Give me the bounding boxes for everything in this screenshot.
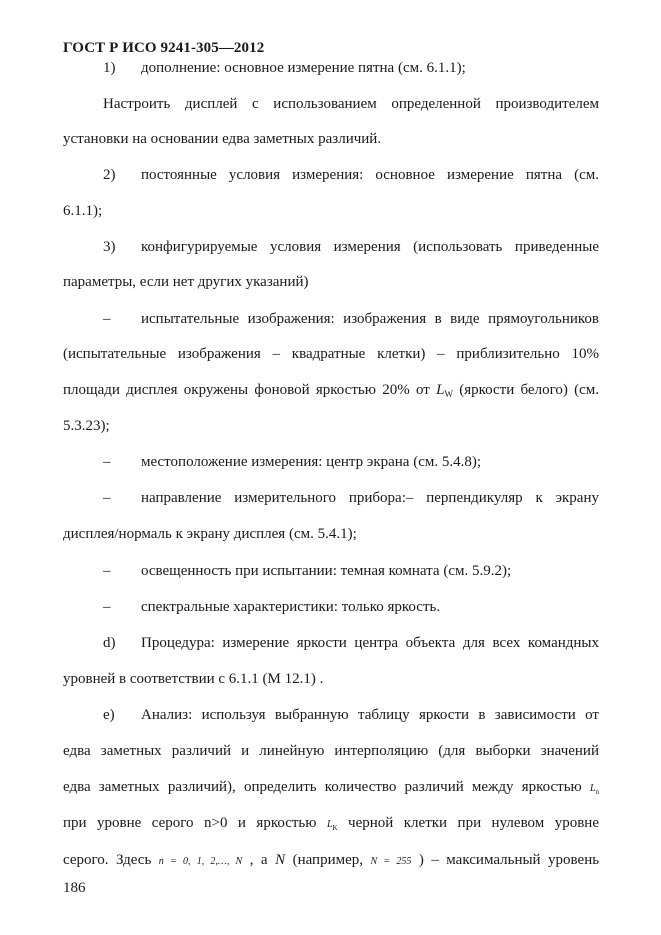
text-fragment: (например, [292, 852, 364, 868]
formula-symbol: L [589, 783, 596, 794]
paragraph-line: параметры, если нет других указаний) [63, 274, 309, 290]
item-text: местоположение измерения: центр экрана (см. 5.4.8); [141, 454, 482, 470]
text-fragment: серого. Здесь [63, 852, 152, 868]
paragraph-line [63, 814, 599, 837]
paragraph-line: 6.1.1); [63, 203, 103, 219]
item-text: освещенность при испытании: темная комната (см. 5.9.2); [141, 563, 512, 579]
item-text: дополнение: основное измерение пятна (см. 6.1.1); [141, 60, 466, 76]
luminance-subscript: W [444, 389, 453, 399]
dash-marker: – [103, 599, 111, 615]
item-text: спектральные характеристики: только яркость. [141, 599, 441, 615]
text-fragment: при уровне серого n>0 и яркостью [63, 815, 317, 831]
paragraph-line: (испытательные изображения – квадратные клетки) – приблизительно 10% [63, 346, 599, 362]
paragraph-line: едва заметных различий и линейную интерполяцию (для выборки значений [63, 743, 599, 759]
list-item-3 [63, 238, 599, 256]
item-number: 2) [103, 167, 116, 183]
item-number: 1) [103, 60, 116, 76]
paragraph-line: 5.3.23); [63, 418, 110, 434]
page-number: 186 [63, 880, 86, 896]
paragraph-line: уровней в соответствии с 6.1.1 (М 12.1) . [63, 671, 324, 687]
item-text: направление измерительного прибора:– перпендикуляр к экрану [141, 490, 599, 506]
paragraph-line [63, 381, 599, 403]
text-fragment: едва заметных различий), определить количество различий между яркостью [63, 779, 582, 795]
formula-n-range: n = 0, 1, 2,…, N [158, 856, 243, 867]
luminance-n-formula [590, 779, 599, 795]
item-number: 3) [103, 239, 116, 255]
text-fragment: (яркости белого) (см. [452, 382, 600, 398]
paragraph-line: установки на основании едва заметных различий. [63, 131, 382, 147]
luminance-k-formula [327, 815, 338, 831]
text-fragment: черной клетки при нулевом уровне [348, 815, 599, 831]
formula-N: N [275, 852, 286, 868]
formula-subscript: K [332, 824, 338, 832]
item-text: конфигурируемые условия измерения (использовать приведенные [141, 239, 599, 255]
dash-item [63, 562, 599, 580]
list-item-2 [63, 166, 599, 184]
dash-marker: – [103, 490, 111, 506]
dash-item [63, 598, 599, 616]
paragraph-line: дисплея/нормаль к экрану дисплея (см. 5.4.1); [63, 526, 357, 542]
item-number: d) [103, 635, 116, 651]
list-item-1 [63, 59, 599, 77]
dash-item [63, 310, 599, 328]
text-fragment: площади дисплея окружены фоновой яркостью 20% от [63, 382, 437, 398]
item-text: испытательные изображения: изображения в виде прямоугольников [141, 311, 599, 327]
text-fragment: , а [249, 852, 268, 868]
paragraph-line [63, 851, 599, 871]
list-item-e [63, 706, 599, 724]
dash-marker: – [103, 311, 111, 327]
formula-symbol: L [326, 819, 333, 830]
item-number: e) [103, 707, 115, 723]
item-text: Процедура: измерение яркости центра объекта для всех командных [141, 635, 599, 651]
dash-item [63, 453, 599, 471]
paragraph-line [63, 778, 599, 801]
list-item-d [63, 634, 599, 652]
paragraph-line: Настроить дисплей с использованием определенной производителем [103, 96, 599, 112]
dash-marker: – [103, 454, 111, 470]
formula-N-value: N = 255 [370, 856, 412, 867]
formula-subscript: n [595, 788, 600, 796]
item-text: постоянные условия измерения: основное измерение пятна (см. [141, 167, 599, 183]
luminance-symbol: L [436, 382, 445, 398]
document-header: ГОСТ Р ИСО 9241-305—2012 [63, 40, 265, 56]
text-fragment: ) – максимальный уровень [418, 852, 600, 868]
dash-marker: – [103, 563, 111, 579]
item-text: Анализ: используя выбранную таблицу яркости в зависимости от [141, 707, 599, 723]
dash-item [63, 489, 599, 507]
